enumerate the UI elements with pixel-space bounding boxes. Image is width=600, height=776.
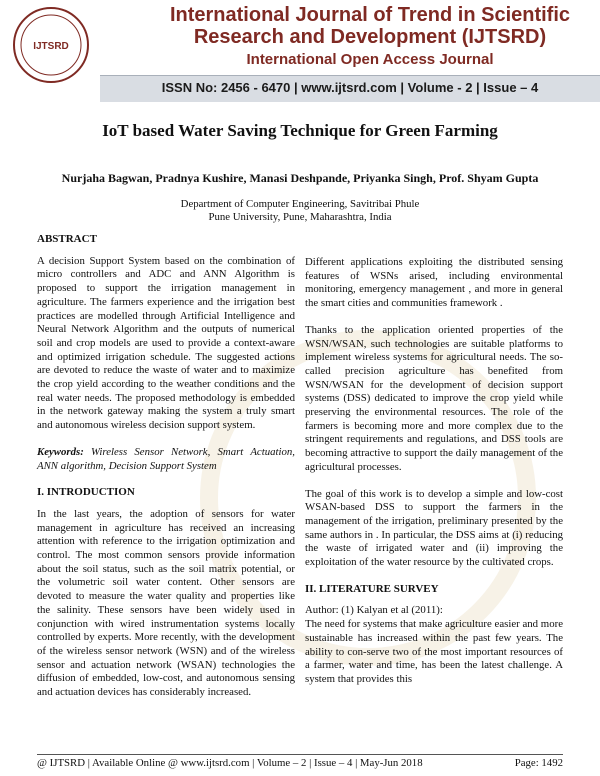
journal-title-line1: International Journal of Trend in Scientific [169, 4, 571, 26]
left-column [37, 233, 295, 700]
literature-author-line: Author: (1) Kalyan et al (2011): [305, 604, 443, 617]
issn-line: ISSN No: 2456 - 6470 | www.ijtsrd.com | Volume - 2 | Issue – 4 [161, 80, 539, 95]
affiliation-line2: Pune University, Pune, Maharashtra, India [208, 211, 392, 223]
abstract-heading: ABSTRACT [37, 233, 97, 245]
keywords [37, 446, 295, 473]
right-paragraph-2: Thanks to the application oriented properties of the WSN/WSAN, such technologies are suitable platforms to implement wireless systems for agricultural needs. The so-called precision agriculture has benefited from WSN/WSAN for the development of decision support systems (DSS) dedicated to improve the crop yield while preserving the environmental resources. The role of the farmers is becoming more and more complex due to the stringent requirements and regulations, and DSS tools are becoming attractive to support the daily management of the agricultural processes. [305, 323, 563, 473]
footer-citation: @ IJTSRD | Available Online @ www.ijtsrd.com | Volume – 2 | Issue – 4 | May-Jun 2018 [37, 757, 423, 769]
issn-bar [100, 75, 600, 102]
journal-logo [12, 6, 90, 84]
literature-survey-text: The need for systems that make agriculture easier and more sustainable has increased within the past few years. The ability to con-serve two of the most important resources of a farmer, water and time, has been the latest challenge. A system that provides this [305, 618, 563, 685]
affiliation [0, 198, 600, 224]
introduction-heading: I. INTRODUCTION [37, 486, 135, 499]
keywords-label: Keywords: [37, 445, 84, 458]
logo-text: IJTSRD [33, 41, 69, 52]
paper-title: IoT based Water Saving Technique for Green Farming [102, 121, 498, 140]
keywords-text: Wireless Sensor Network, Smart Actuation, ANN algorithm, Decision Support System [37, 445, 295, 472]
footer-page-number: Page: 1492 [514, 757, 563, 769]
journal-header [0, 0, 600, 103]
paper-authors: Nurjaha Bagwan, Pradnya Kushire, Manasi Deshpande, Priyanka Singh, Prof. Shyam Gupta [61, 171, 539, 185]
journal-title [150, 4, 590, 48]
abstract-text: A decision Support System based on the combination of micro controllers and ADC and ANN Algorithm is proposed to support the irrigation management in agriculture. The farmers experience and the irrigation best practices are modelled through Artificial Intelligence and Neural Network Algorithm and the outputs of numerical soil and crop models are used to provide a context-aware and optimized irrigation schedule. The suggested actions are devoted to reduce the waste of water and to maximize the crop yield according to the weather conditions and the real water needs. The proposed methodology is embedded in the network gateway making the system a truly smart and autonomous wireless decision support system. [37, 254, 295, 432]
introduction-text: In the last years, the adoption of sensors for water management in agriculture has received an increasing attention with reference to the irrigation optimization and control. The most common sensors provide information about the soil status, such as the soil matrix potential, or the volumetric soil water content. Other sensors are devoted to measure the water quality and properties like the salinity. These sensors have been widely used in conjunction with wired instrumentation systems locally controlled by experts. More recently, with the development of the wireless sensor network (WSN) and of the wireless sensor and actuation network (WSAN) technologies the diffusion of embedded, low-cost, and autonomous sensing and actuation devices has considerably increased. [37, 507, 295, 699]
page-footer [37, 754, 563, 769]
open-access-label: International Open Access Journal [246, 51, 494, 68]
right-paragraph-3: The goal of this work is to develop a simple and low-cost WSAN-based DSS to support the farmers in the management of the irrigation, preliminary presented by the same authors in . In particular, the DSS aims at (i) reducing the waste of irrigated water and (ii) improving the exploitation of the water resource by the cultivated crops. [305, 487, 563, 569]
affiliation-line1: Department of Computer Engineering, Savitribai Phule [180, 198, 420, 210]
journal-title-line2: Research and Development (IJTSRD) [193, 26, 547, 48]
right-column [305, 256, 563, 687]
literature-survey-heading: II. LITERATURE SURVEY [305, 582, 439, 595]
right-paragraph-1: Different applications exploiting the distributed sensing features of WSNs arised, including environmental monitoring, emergency management , and more in general the smart cities and communities framework . [305, 256, 563, 310]
